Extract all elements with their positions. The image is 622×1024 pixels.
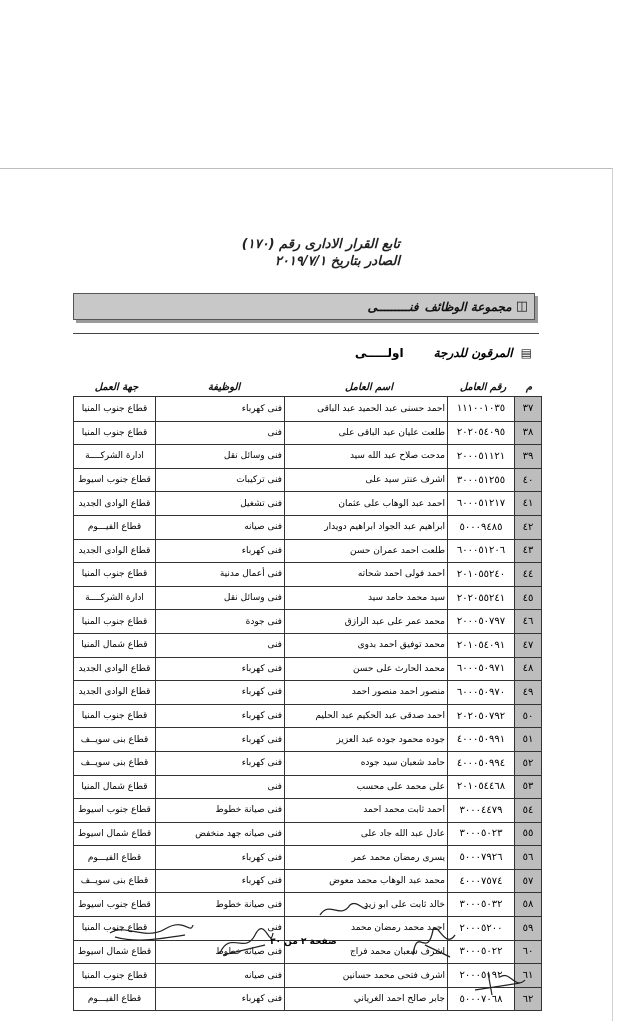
table-row [74,798,541,822]
row-number: ٤٢ [514,516,541,539]
table-row [74,586,541,610]
job-title: فنى كهرباء [155,752,284,775]
job-title: فنى تشغيل [155,492,284,515]
employee-name: احمد فولى احمد شحاته [284,563,447,586]
table-row [74,704,541,728]
promotion-line [355,346,532,360]
employee-id: ٦٠٠٠٥٠٩٧١ [447,658,514,681]
department: قطاع الوادى الجديد [78,687,151,698]
employee-name: احمد حسنى عبد الحميد عبد الباقى [284,397,447,421]
job-title: فنى صيانه [155,964,284,987]
employee-name: حامد شعبان سيد جوده [284,752,447,775]
table-row [74,491,541,515]
employee-name: احمد ثابت محمد احمد [284,799,447,822]
job-title: فنى صيانه جهد منخفض [155,823,284,846]
employee-name: عادل عبد الله جاد على [284,823,447,846]
department: قطاع الفيـــوم [87,522,142,533]
employee-id: ٢٠٢٠٥٥٢٤١ [447,587,514,610]
employee-id: ٣٠٠٠٥١٢٥٥ [447,469,514,492]
employee-name: سيد محمد حامد سيد [284,587,447,610]
decree-header [220,237,400,269]
employee-id: ٤٠٠٠٥٠٩٩١ [447,728,514,751]
row-number: ٤٤ [514,563,541,586]
row-number: ٣٧ [514,397,541,421]
department: قطاع جنوب المنيا [81,569,148,580]
job-title: فنى وسائل نقل [155,445,284,468]
employee-name: مدحت صلاح عبد الله سيد [284,445,447,468]
department: قطاع جنوب المنيا [81,403,148,414]
department: قطاع جنوب اسيوط [78,899,151,910]
department: قطاع جنوب اسيوط [78,805,151,816]
row-number: ٥٤ [514,799,541,822]
employee-id: ٤٠٠٠٧٥٧٤ [447,870,514,893]
employee-id: ١١١٠٠١٠٣٥ [447,397,514,421]
row-number: ٦٠ [514,941,541,964]
employee-name: طلعت عليان عبد الباقى على [284,422,447,445]
employee-name: على محمد على محسب [284,776,447,799]
department: قطاع بنى سويــف [80,876,149,887]
employee-id: ٢٠٠٠٥٠٧٩٧ [447,610,514,633]
row-number: ٦١ [514,964,541,987]
department: قطاع جنوب المنيا [81,711,148,722]
department: قطاع جنوب المنيا [81,970,148,981]
table-header [73,378,542,397]
employee-id: ٥٠٠٠٧٠٦٨ [447,988,514,1011]
employee-id: ٥٠٠٠٧٩٢٦ [447,846,514,869]
department: ادارة الشركــــة [85,593,144,604]
row-number: ٤٧ [514,634,541,657]
row-number: ٤٣ [514,540,541,563]
row-number: ٥٠ [514,705,541,728]
department: قطاع الفيـــوم [87,852,142,863]
employee-name: طلعت احمد عمران حسن [284,540,447,563]
page-number: صفحة ٢ من ٣٠ [270,937,337,947]
divider [73,333,539,334]
employee-id: ٢٠١٠٥٥٢٤٠ [447,563,514,586]
employee-id: ٢٠١٠٥٤٤٦٨ [447,776,514,799]
row-number: ٥٥ [514,823,541,846]
department: قطاع جنوب اسيوط [78,475,151,486]
department: ادارة الشركــــة [85,451,144,462]
job-title: فنى [155,776,284,799]
signature-2 [215,925,275,960]
job-title: فنى كهرباء [155,705,284,728]
employee-id: ٣٠٠٠٥٠٣٢ [447,893,514,916]
employee-id: ٢٠٠٠٥١١٢١ [447,445,514,468]
employee-name: محمد الحارث على حسن [284,658,447,681]
table-row [74,822,541,846]
table-row [74,562,541,586]
table-row [74,397,541,421]
employee-name: محمد عبد الوهاب محمد معوض [284,870,447,893]
employee-name: محمد توفيق احمد بدوى [284,634,447,657]
decree-date: الصادر بتاريخ ٢٠١٩/٧/١ [274,254,400,269]
department: قطاع الوادى الجديد [78,545,151,556]
department: قطاع بنى سويــف [80,734,149,745]
job-title: فنى صيانة خطوط [155,941,284,964]
employee-id: ٣٠٠٠٤٤٧٩ [447,799,514,822]
department: قطاع شمال المنيا [81,640,148,651]
employee-name: ابراهيم عبد الجواد ابراهيم دويدار [284,516,447,539]
employee-id: ٢٠٢٠٥٤٠٩٥ [447,422,514,445]
job-title: فنى صيانة خطوط [155,799,284,822]
employee-id: ٢٠٢٠٥٠٧٩٢ [447,705,514,728]
promotion-label: المرقون للدرجة [433,346,513,360]
header-m: م [525,381,533,393]
employee-name: محمد عمر على عبد الرازق [284,610,447,633]
table-row [74,727,541,751]
list-icon: ▤ [520,346,532,360]
department: قطاع شمال اسيوط [77,946,152,957]
job-title: فنى [155,422,284,445]
job-title: فنى أعمال مدنية [155,563,284,586]
department: قطاع الفيـــوم [87,994,142,1005]
job-title: فنى كهرباء [155,846,284,869]
job-title: فنى وسائل نقل [155,587,284,610]
employee-name: احمد محمد رمضان محمد [284,917,447,940]
employee-name: جوده محمود جوده عبد العزيز [284,728,447,751]
department: قطاع شمال اسيوط [77,828,152,839]
table-row [74,751,541,775]
row-number: ٥٧ [514,870,541,893]
job-title: فنى كهرباء [155,681,284,704]
decree-title: تابع القرار الادارى رقم (١٧٠) [241,237,400,252]
row-number: ٤١ [514,492,541,515]
employee-id: ٢٠٠٠٥١٩٢ [447,964,514,987]
table-row [74,869,541,893]
department: قطاع بنى سويــف [80,758,149,769]
table-row [74,892,541,916]
job-title: فنى كهرباء [155,988,284,1011]
header-job: الوظيفة [207,381,241,393]
employee-name: اشرف عنتر سيد على [284,469,447,492]
employee-id: ٦٠٠٠٥١٢٠٦ [447,540,514,563]
job-group-label: مجموعة الوظائف [424,299,512,314]
job-title: فنى كهرباء [155,397,284,421]
table-row [74,444,541,468]
row-number: ٤٥ [514,587,541,610]
row-number: ٥٢ [514,752,541,775]
header-department: جهة العمل [94,381,139,393]
job-title: فنى تركيبات [155,469,284,492]
employee-id: ٣٠٠٠٥٠٢٣ [447,823,514,846]
employee-name: اشرف شعبان محمد فراج [284,941,447,964]
department: قطاع جنوب المنيا [81,616,148,627]
table-row [74,845,541,869]
employee-name: جابر صالح احمد الغرياني [284,988,447,1011]
employee-id: ٤٠٠٠٥٠٩٩٤ [447,752,514,775]
department: قطاع شمال المنيا [81,781,148,792]
employee-name: احمد عبد الوهاب على عثمان [284,492,447,515]
job-title: فنى كهرباء [155,728,284,751]
job-group-bar [73,293,535,320]
row-number: ٤٦ [514,610,541,633]
department: قطاع الوادى الجديد [78,498,151,509]
row-number: ٥٦ [514,846,541,869]
signature-4 [405,915,460,965]
table-row [74,421,541,445]
row-number: ٤٠ [514,469,541,492]
table-row [74,539,541,563]
table-row [74,515,541,539]
employee-id: ٢٠٠٠٥٢٠٠ [447,917,514,940]
job-title: فنى [155,634,284,657]
employee-id: ٢٠١٠٥٤٠٩١ [447,634,514,657]
employee-id: ٦٠٠٠٥٠٩٧٠ [447,681,514,704]
book-icon: ◫ [515,299,528,314]
job-group-value: فنـــــــــى [367,299,419,314]
job-title: فنى [155,917,284,940]
row-number: ٥١ [514,728,541,751]
table-row [74,775,541,799]
department: قطاع جنوب المنيا [81,427,148,438]
employee-name: منصور احمد منصور احمد [284,681,447,704]
table-row [74,633,541,657]
employee-name: احمد صدقى عبد الحكيم عبد الحليم [284,705,447,728]
signature-5 [470,965,530,1000]
row-number: ٦٢ [514,988,541,1011]
table-row [74,468,541,492]
job-title: فنى صيانه [155,516,284,539]
row-number: ٤٩ [514,681,541,704]
employee-id: ٣٠٠٠٥٠٢٢ [447,941,514,964]
employee-name: اشرف فتحى محمد حسانين [284,964,447,987]
job-title: فنى صيانة خطوط [155,893,284,916]
row-number: ٥٨ [514,893,541,916]
department: قطاع جنوب المنيا [81,923,148,934]
employee-id: ٥٠٠٠٩٤٨٥ [447,516,514,539]
job-title: فنى كهرباء [155,870,284,893]
job-title: فنى جودة [155,610,284,633]
job-title: فنى كهرباء [155,658,284,681]
row-number: ٣٨ [514,422,541,445]
promotion-value: اولـــــى [354,346,404,360]
row-number: ٥٩ [514,917,541,940]
employee-name: يسرى رمضان محمد عمر [284,846,447,869]
header-employee-id: رقم العامل [459,381,507,393]
row-number: ٥٣ [514,776,541,799]
signature-3 [315,895,370,925]
table-row [74,609,541,633]
row-number: ٣٩ [514,445,541,468]
signature-1 [105,915,195,945]
table-row [74,657,541,681]
job-title: فنى كهرباء [155,540,284,563]
employee-id: ٦٠٠٠٥١٢١٧ [447,492,514,515]
row-number: ٤٨ [514,658,541,681]
table-row [74,680,541,704]
employee-name: خالد ثابت على ابو زيد [284,893,447,916]
department: قطاع الوادى الجديد [78,663,151,674]
header-employee-name: اسم العامل [345,381,393,393]
